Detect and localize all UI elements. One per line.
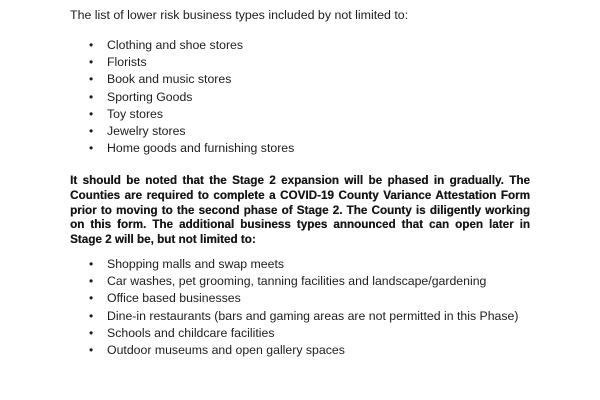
later-stage2-business-list — [70, 256, 540, 359]
list-item-text: Jewelry stores — [107, 123, 186, 138]
bullet-icon: • — [89, 274, 94, 289]
paragraph-line: Stage 2 will be, but not limited to: — [70, 233, 256, 247]
lower-risk-business-list — [70, 37, 540, 157]
bullet-icon: • — [89, 291, 94, 306]
list-item-text: Car washes, pet grooming, tanning facilities and landscape/gardening — [107, 274, 487, 289]
bullet-icon: • — [89, 342, 94, 357]
bullet-icon: • — [89, 38, 94, 52]
bullet-icon: • — [89, 89, 94, 104]
bullet-icon: • — [89, 123, 94, 138]
list-item-text: Sporting Goods — [107, 89, 193, 104]
list-item-text: Office based businesses — [107, 291, 241, 306]
list-item — [70, 71, 540, 88]
list-item — [70, 123, 540, 140]
bullet-icon: • — [89, 308, 94, 323]
list-item-text: Schools and childcare facilities — [107, 325, 275, 340]
list-item — [70, 37, 540, 54]
intro-line: The list of lower risk business types included by not limited to: — [70, 8, 409, 22]
bullet-icon: • — [89, 325, 94, 340]
paragraph-line: prior to moving to the second phase of Stage 2. The County is diligently working — [70, 203, 530, 217]
bullet-icon: • — [89, 55, 94, 70]
bullet-icon: • — [89, 141, 94, 156]
bullet-icon: • — [89, 257, 94, 271]
bullet-icon: • — [89, 106, 94, 121]
list-item — [70, 54, 540, 71]
list-item-text: Toy stores — [107, 106, 164, 121]
paragraph-line: on this form. The additional business types announced that can open later in — [70, 218, 530, 232]
list-item — [70, 308, 540, 325]
list-item — [70, 89, 540, 106]
stage2-phasing-paragraph — [70, 174, 530, 248]
bullet-icon: • — [89, 72, 94, 87]
list-item — [70, 342, 540, 359]
list-item-text: Book and music stores — [107, 72, 232, 87]
paragraph-line: It should be noted that the Stage 2 expansion will be phased in gradually. The — [70, 174, 530, 187]
list-item-text: Outdoor museums and open gallery spaces — [107, 342, 345, 357]
list-item-text: Shopping malls and swap meets — [107, 257, 285, 271]
list-item-text: Home goods and furnishing stores — [107, 141, 295, 156]
list-item — [70, 273, 540, 290]
list-item-text: Dine-in restaurants (bars and gaming areas are not permitted in this Phase) — [107, 308, 519, 323]
list-item-text: Clothing and shoe stores — [107, 38, 244, 52]
list-item — [70, 140, 540, 157]
list-item — [70, 290, 540, 307]
list-item — [70, 325, 540, 342]
list-item — [70, 106, 540, 123]
paragraph-line: Counties are required to complete a COVID-19 County Variance Attestation Form — [70, 188, 530, 202]
list-item — [70, 256, 540, 273]
list-item-text: Florists — [107, 55, 147, 70]
